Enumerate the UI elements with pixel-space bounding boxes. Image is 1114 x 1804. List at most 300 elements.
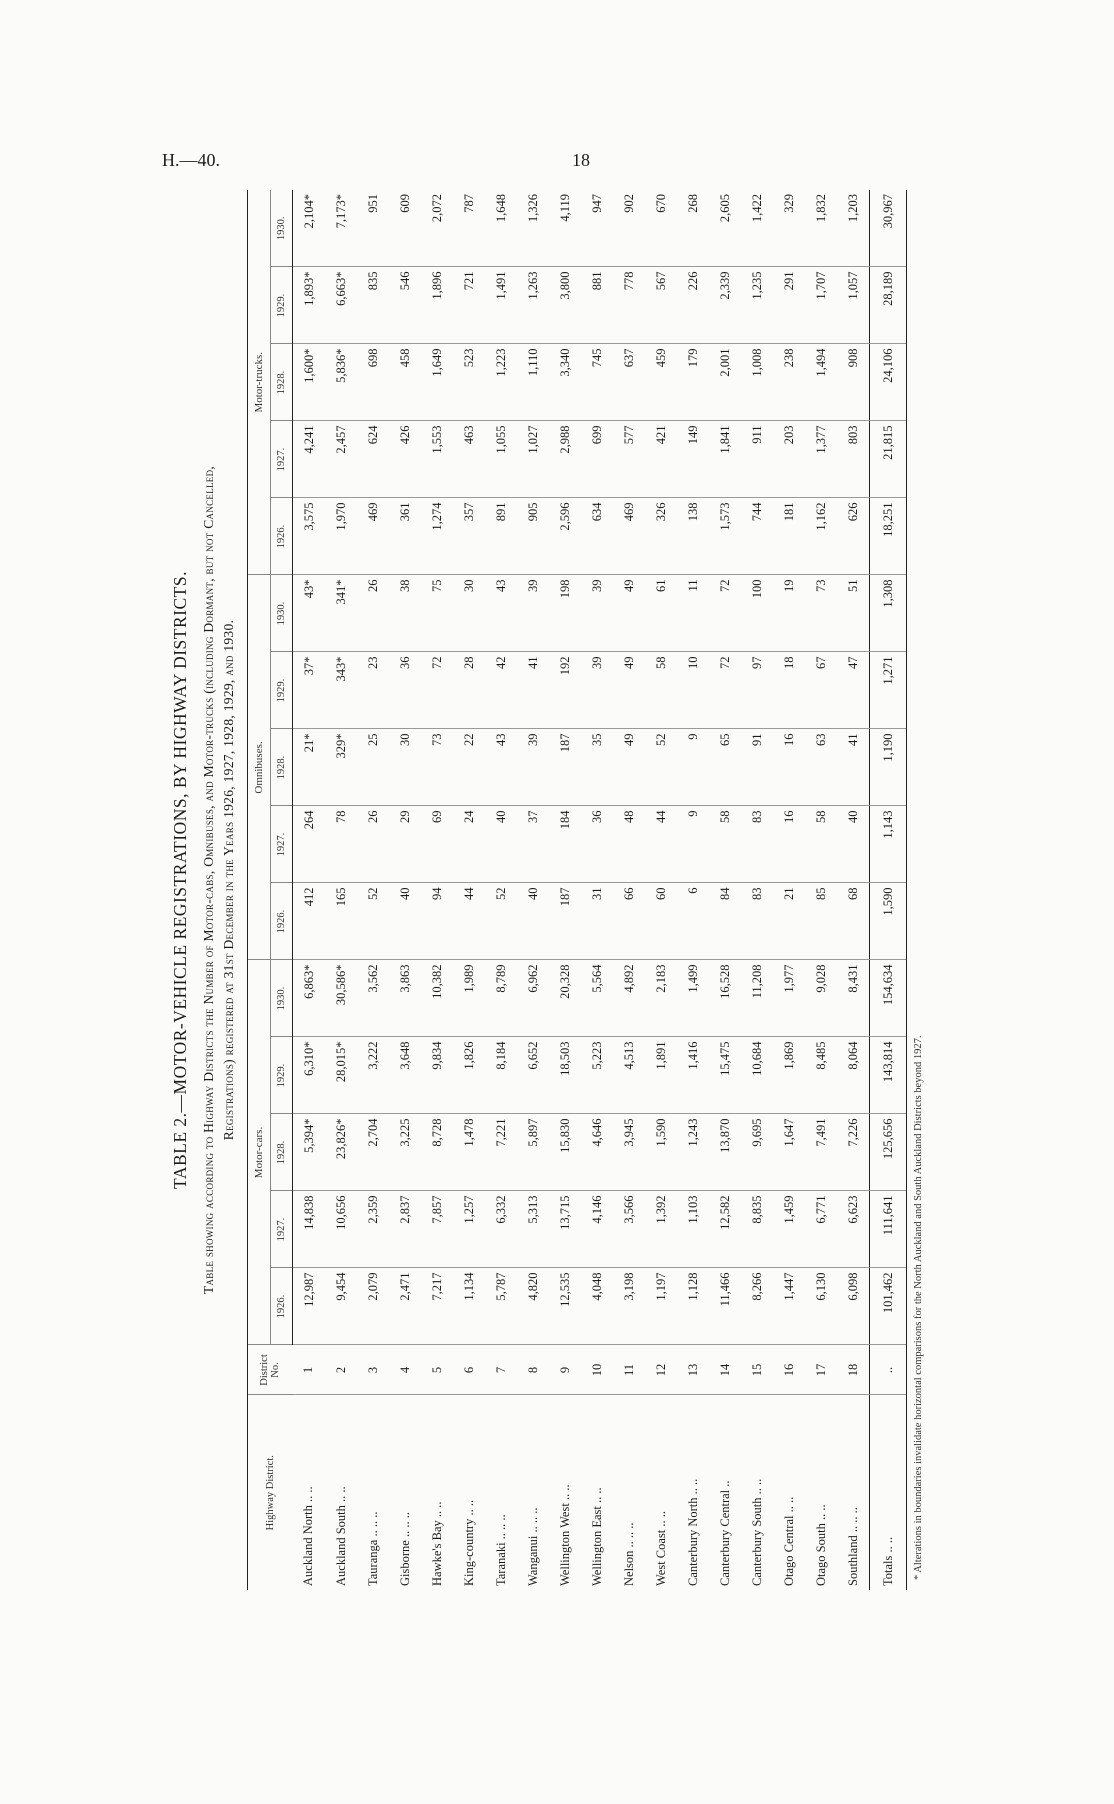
cell-buses: 36 bbox=[389, 652, 421, 729]
cell-trucks: 181 bbox=[773, 498, 805, 575]
cell-district-no: 11 bbox=[613, 1345, 645, 1395]
cell-buses: 37* bbox=[293, 652, 326, 729]
table-row bbox=[293, 190, 326, 1590]
cell-cars: 16,528 bbox=[709, 960, 741, 1037]
table-row bbox=[485, 190, 517, 1590]
cell-buses: 65 bbox=[709, 729, 741, 806]
cell-cars: 15,475 bbox=[709, 1037, 741, 1114]
cell-trucks: 787 bbox=[453, 190, 485, 267]
cell-cars: 1,590 bbox=[645, 1114, 677, 1191]
cell-buses: 94 bbox=[421, 883, 453, 960]
cell-district-no: 14 bbox=[709, 1345, 741, 1395]
header-year-trucks: 1929. bbox=[271, 267, 293, 344]
cell-cars: 3,566 bbox=[613, 1191, 645, 1268]
header-highway-district: Highway District. bbox=[248, 1395, 293, 1590]
cell-district-no: 17 bbox=[805, 1345, 837, 1395]
cell-buses: 40 bbox=[485, 806, 517, 883]
cell-district-no: .. bbox=[870, 1345, 907, 1395]
cell-trucks: 4,241 bbox=[293, 421, 326, 498]
cell-buses: 18 bbox=[773, 652, 805, 729]
cell-buses: 1,590 bbox=[870, 883, 907, 960]
cell-district-no: 16 bbox=[773, 1345, 805, 1395]
header-motor-cars: Motor-cars. bbox=[248, 960, 271, 1345]
cell-buses: 44 bbox=[453, 883, 485, 960]
cell-district: Totals .. .. bbox=[870, 1395, 907, 1590]
cell-buses: 26 bbox=[357, 806, 389, 883]
cell-district: Otago Central .. .. bbox=[781, 1496, 796, 1586]
cell-cars: 3,863 bbox=[389, 960, 421, 1037]
subtitle-line-1: Table showing according to Highway Districts the Number of Motor-cabs, Omnibuses, and Motor-trucks (including Dormant, but not Cancelled, bbox=[201, 465, 216, 1295]
cell-cars: 5,313 bbox=[517, 1191, 549, 1268]
cell-trucks: 1,494 bbox=[805, 344, 837, 421]
cell-trucks: 1,027 bbox=[517, 421, 549, 498]
header-year-trucks: 1930. bbox=[271, 190, 293, 267]
cell-buses: 412 bbox=[293, 883, 326, 960]
cell-trucks: 1,235 bbox=[741, 267, 773, 344]
cell-cars: 5,223 bbox=[581, 1037, 613, 1114]
cell-cars: 7,857 bbox=[421, 1191, 453, 1268]
cell-trucks: 2,605 bbox=[709, 190, 741, 267]
cell-cars: 12,987 bbox=[293, 1268, 326, 1345]
cell-buses: 73 bbox=[805, 575, 837, 652]
cell-trucks: 329 bbox=[773, 190, 805, 267]
cell-trucks: 881 bbox=[581, 267, 613, 344]
cell-cars: 15,830 bbox=[549, 1114, 581, 1191]
cell-trucks: 1,203 bbox=[837, 190, 870, 267]
cell-trucks: 1,162 bbox=[805, 498, 837, 575]
cell-cars: 10,684 bbox=[741, 1037, 773, 1114]
table-row bbox=[773, 190, 805, 1590]
cell-buses: 16 bbox=[773, 806, 805, 883]
cell-buses: 91 bbox=[741, 729, 773, 806]
cell-cars: 1,197 bbox=[645, 1268, 677, 1345]
cell-cars: 9,028 bbox=[805, 960, 837, 1037]
cell-buses: 1,308 bbox=[870, 575, 907, 652]
cell-buses: 72 bbox=[421, 652, 453, 729]
cell-district-no: 3 bbox=[357, 1345, 389, 1395]
cell-district: Canterbury Central .. bbox=[717, 1480, 732, 1586]
cell-cars: 11,466 bbox=[709, 1268, 741, 1345]
cell-district: Auckland North .. .. bbox=[301, 1486, 316, 1586]
cell-buses: 60 bbox=[645, 883, 677, 960]
cell-buses: 97 bbox=[741, 652, 773, 729]
header-year-trucks: 1928. bbox=[271, 344, 293, 421]
cell-buses: 40 bbox=[389, 883, 421, 960]
cell-cars: 4,513 bbox=[613, 1037, 645, 1114]
cell-district: Nelson .. .. .. bbox=[621, 1522, 636, 1586]
cell-buses: 6 bbox=[677, 883, 709, 960]
cell-district: Southland .. .. .. bbox=[845, 1507, 860, 1586]
cell-buses: 67 bbox=[805, 652, 837, 729]
cell-buses: 52 bbox=[485, 883, 517, 960]
cell-district: Wanganui .. .. .. bbox=[525, 1507, 540, 1586]
cell-trucks: 523 bbox=[453, 344, 485, 421]
cell-cars: 7,491 bbox=[805, 1114, 837, 1191]
cell-cars: 143,814 bbox=[870, 1037, 907, 1114]
cell-cars: 1,478 bbox=[453, 1114, 485, 1191]
cell-trucks: 421 bbox=[645, 421, 677, 498]
cell-district: Wellington East .. .. bbox=[589, 1487, 604, 1586]
cell-trucks: 463 bbox=[453, 421, 485, 498]
cell-buses: 69 bbox=[421, 806, 453, 883]
cell-cars: 1,103 bbox=[677, 1191, 709, 1268]
cell-trucks: 699 bbox=[581, 421, 613, 498]
cell-buses: 21* bbox=[293, 729, 326, 806]
cell-buses: 23 bbox=[357, 652, 389, 729]
cell-buses: 9 bbox=[677, 729, 709, 806]
cell-cars: 13,870 bbox=[709, 1114, 741, 1191]
cell-cars: 1,257 bbox=[453, 1191, 485, 1268]
header-year-buses: 1926. bbox=[271, 883, 293, 960]
cell-trucks: 291 bbox=[773, 267, 805, 344]
cell-district: Auckland South .. .. bbox=[333, 1486, 348, 1586]
cell-cars: 2,837 bbox=[389, 1191, 421, 1268]
cell-cars: 8,064 bbox=[837, 1037, 870, 1114]
cell-buses: 42 bbox=[485, 652, 517, 729]
header-year-cars: 1930. bbox=[271, 960, 293, 1037]
cell-trucks: 1,326 bbox=[517, 190, 549, 267]
cell-buses: 39 bbox=[581, 652, 613, 729]
cell-buses: 25 bbox=[357, 729, 389, 806]
cell-buses: 37 bbox=[517, 806, 549, 883]
cell-trucks: 1,553 bbox=[421, 421, 453, 498]
cell-trucks: 326 bbox=[645, 498, 677, 575]
cell-trucks: 567 bbox=[645, 267, 677, 344]
cell-trucks: 2,596 bbox=[549, 498, 581, 575]
cell-trucks: 778 bbox=[613, 267, 645, 344]
cell-buses: 22 bbox=[453, 729, 485, 806]
cell-cars: 18,503 bbox=[549, 1037, 581, 1114]
cell-district-no: 18 bbox=[837, 1345, 870, 1395]
cell-district-no: 4 bbox=[389, 1345, 421, 1395]
cell-cars: 125,656 bbox=[870, 1114, 907, 1191]
cell-buses: 84 bbox=[709, 883, 741, 960]
cell-buses: 39 bbox=[517, 575, 549, 652]
table-row bbox=[805, 190, 837, 1590]
cell-cars: 30,586* bbox=[325, 960, 357, 1037]
cell-trucks: 905 bbox=[517, 498, 549, 575]
table-row bbox=[421, 190, 453, 1590]
footnote: * Alterations in boundaries invalidate horizontal comparisons for the North Auckland and South Auckland Districts beyond 1927. bbox=[913, 1035, 924, 1580]
cell-district: West Coast .. .. bbox=[653, 1510, 668, 1586]
cell-cars: 12,582 bbox=[709, 1191, 741, 1268]
cell-cars: 1,499 bbox=[677, 960, 709, 1037]
cell-buses: 43 bbox=[485, 575, 517, 652]
cell-buses: 10 bbox=[677, 652, 709, 729]
cell-cars: 28,015* bbox=[325, 1037, 357, 1114]
cell-buses: 58 bbox=[709, 806, 741, 883]
cell-trucks: 951 bbox=[357, 190, 389, 267]
cell-trucks: 469 bbox=[613, 498, 645, 575]
table-subtitle bbox=[199, 170, 239, 1590]
cell-trucks: 3,340 bbox=[549, 344, 581, 421]
cell-district: King-country .. .. bbox=[461, 1499, 476, 1586]
cell-buses: 66 bbox=[613, 883, 645, 960]
cell-buses: 1,190 bbox=[870, 729, 907, 806]
cell-cars: 6,310* bbox=[293, 1037, 326, 1114]
cell-buses: 52 bbox=[357, 883, 389, 960]
cell-cars: 6,130 bbox=[805, 1268, 837, 1345]
cell-cars: 2,359 bbox=[357, 1191, 389, 1268]
cell-district: Gisborne .. .. .. bbox=[397, 1512, 412, 1586]
header-year-cars: 1928. bbox=[271, 1114, 293, 1191]
cell-trucks: 1,491 bbox=[485, 267, 517, 344]
page-number: 18 bbox=[572, 150, 590, 170]
cell-cars: 10,656 bbox=[325, 1191, 357, 1268]
header-year-buses: 1930. bbox=[271, 575, 293, 652]
cell-cars: 11,208 bbox=[741, 960, 773, 1037]
cell-cars: 6,962 bbox=[517, 960, 549, 1037]
cell-cars: 5,787 bbox=[485, 1268, 517, 1345]
cell-trucks: 577 bbox=[613, 421, 645, 498]
cell-trucks: 268 bbox=[677, 190, 709, 267]
header-year-buses: 1928. bbox=[271, 729, 293, 806]
cell-trucks: 609 bbox=[389, 190, 421, 267]
cell-district-no: 2 bbox=[325, 1345, 357, 1395]
header-year-cars: 1929. bbox=[271, 1037, 293, 1114]
cell-cars: 4,820 bbox=[517, 1268, 549, 1345]
cell-trucks: 902 bbox=[613, 190, 645, 267]
table-body bbox=[293, 190, 907, 1590]
cell-trucks: 2,104* bbox=[293, 190, 326, 267]
cell-cars: 5,564 bbox=[581, 960, 613, 1037]
cell-buses: 58 bbox=[805, 806, 837, 883]
cell-trucks: 138 bbox=[677, 498, 709, 575]
cell-trucks: 947 bbox=[581, 190, 613, 267]
table-row bbox=[549, 190, 581, 1590]
cell-cars: 1,243 bbox=[677, 1114, 709, 1191]
cell-buses: 341* bbox=[325, 575, 357, 652]
cell-buses: 58 bbox=[645, 652, 677, 729]
table-row bbox=[741, 190, 773, 1590]
cell-buses: 44 bbox=[645, 806, 677, 883]
cell-buses: 41 bbox=[517, 652, 549, 729]
cell-cars: 8,485 bbox=[805, 1037, 837, 1114]
cell-cars: 2,183 bbox=[645, 960, 677, 1037]
cell-trucks: 744 bbox=[741, 498, 773, 575]
cell-cars: 3,648 bbox=[389, 1037, 421, 1114]
cell-trucks: 18,251 bbox=[870, 498, 907, 575]
cell-trucks: 179 bbox=[677, 344, 709, 421]
table-row bbox=[389, 190, 421, 1590]
cell-buses: 40 bbox=[837, 806, 870, 883]
cell-trucks: 1,896 bbox=[421, 267, 453, 344]
cell-trucks: 1,377 bbox=[805, 421, 837, 498]
header-year-buses: 1927. bbox=[271, 806, 293, 883]
cell-trucks: 6,663* bbox=[325, 267, 357, 344]
cell-cars: 9,834 bbox=[421, 1037, 453, 1114]
table-row bbox=[581, 190, 613, 1590]
table-row bbox=[709, 190, 741, 1590]
cell-buses: 30 bbox=[453, 575, 485, 652]
table-title: TABLE 2.—MOTOR-VEHICLE REGISTRATIONS, BY HIGHWAY DISTRICTS. bbox=[170, 571, 190, 1189]
cell-cars: 4,048 bbox=[581, 1268, 613, 1345]
cell-cars: 1,134 bbox=[453, 1268, 485, 1345]
cell-cars: 4,646 bbox=[581, 1114, 613, 1191]
cell-district-no: 10 bbox=[581, 1345, 613, 1395]
cell-cars: 1,891 bbox=[645, 1037, 677, 1114]
cell-buses: 72 bbox=[709, 575, 741, 652]
cell-trucks: 1,707 bbox=[805, 267, 837, 344]
cell-cars: 3,198 bbox=[613, 1268, 645, 1345]
cell-cars: 1,128 bbox=[677, 1268, 709, 1345]
cell-cars: 1,869 bbox=[773, 1037, 805, 1114]
cell-trucks: 226 bbox=[677, 267, 709, 344]
cell-buses: 9 bbox=[677, 806, 709, 883]
cell-trucks: 908 bbox=[837, 344, 870, 421]
cell-trucks: 1,055 bbox=[485, 421, 517, 498]
header-district-no: District No. bbox=[248, 1345, 293, 1395]
cell-trucks: 30,967 bbox=[870, 190, 907, 267]
cell-buses: 21 bbox=[773, 883, 805, 960]
header-motor-trucks: Motor-trucks. bbox=[248, 190, 271, 575]
cell-trucks: 3,800 bbox=[549, 267, 581, 344]
cell-cars: 9,695 bbox=[741, 1114, 773, 1191]
cell-cars: 4,146 bbox=[581, 1191, 613, 1268]
cell-buses: 24 bbox=[453, 806, 485, 883]
cell-buses: 83 bbox=[741, 883, 773, 960]
cell-trucks: 624 bbox=[357, 421, 389, 498]
cell-buses: 85 bbox=[805, 883, 837, 960]
cell-trucks: 357 bbox=[453, 498, 485, 575]
cell-buses: 35 bbox=[581, 729, 613, 806]
cell-district: Wellington West .. .. bbox=[557, 1484, 572, 1586]
cell-cars: 6,771 bbox=[805, 1191, 837, 1268]
cell-cars: 1,826 bbox=[453, 1037, 485, 1114]
cell-trucks: 634 bbox=[581, 498, 613, 575]
cell-buses: 47 bbox=[837, 652, 870, 729]
cell-trucks: 1,008 bbox=[741, 344, 773, 421]
cell-cars: 3,945 bbox=[613, 1114, 645, 1191]
cell-cars: 3,562 bbox=[357, 960, 389, 1037]
cell-trucks: 911 bbox=[741, 421, 773, 498]
cell-buses: 43* bbox=[293, 575, 326, 652]
header-year-trucks: 1926. bbox=[271, 498, 293, 575]
cell-buses: 78 bbox=[325, 806, 357, 883]
cell-trucks: 1,970 bbox=[325, 498, 357, 575]
cell-district: Tauranga .. .. .. bbox=[365, 1511, 380, 1586]
cell-cars: 2,704 bbox=[357, 1114, 389, 1191]
cell-district: Hawke's Bay .. .. bbox=[429, 1501, 444, 1586]
cell-buses: 61 bbox=[645, 575, 677, 652]
cell-trucks: 546 bbox=[389, 267, 421, 344]
cell-cars: 5,897 bbox=[517, 1114, 549, 1191]
cell-trucks: 238 bbox=[773, 344, 805, 421]
table-row bbox=[453, 190, 485, 1590]
cell-buses: 39 bbox=[517, 729, 549, 806]
cell-district-no: 1 bbox=[293, 1345, 326, 1395]
cell-trucks: 7,173* bbox=[325, 190, 357, 267]
cell-buses: 31 bbox=[581, 883, 613, 960]
cell-cars: 6,863* bbox=[293, 960, 326, 1037]
cell-trucks: 745 bbox=[581, 344, 613, 421]
cell-trucks: 803 bbox=[837, 421, 870, 498]
cell-trucks: 1,422 bbox=[741, 190, 773, 267]
cell-trucks: 1,223 bbox=[485, 344, 517, 421]
cell-trucks: 426 bbox=[389, 421, 421, 498]
cell-trucks: 670 bbox=[645, 190, 677, 267]
cell-trucks: 1,832 bbox=[805, 190, 837, 267]
cell-cars: 1,647 bbox=[773, 1114, 805, 1191]
cell-buses: 48 bbox=[613, 806, 645, 883]
cell-buses: 38 bbox=[389, 575, 421, 652]
cell-cars: 9,454 bbox=[325, 1268, 357, 1345]
cell-district-no: 12 bbox=[645, 1345, 677, 1395]
cell-trucks: 637 bbox=[613, 344, 645, 421]
cell-cars: 8,728 bbox=[421, 1114, 453, 1191]
cell-trucks: 149 bbox=[677, 421, 709, 498]
cell-trucks: 4,119 bbox=[549, 190, 581, 267]
cell-buses: 29 bbox=[389, 806, 421, 883]
cell-trucks: 203 bbox=[773, 421, 805, 498]
cell-buses: 49 bbox=[613, 652, 645, 729]
rotated-table-page bbox=[170, 170, 965, 1590]
cell-buses: 49 bbox=[613, 575, 645, 652]
cell-buses: 19 bbox=[773, 575, 805, 652]
cell-district: Canterbury North .. .. bbox=[685, 1478, 700, 1586]
table-row bbox=[325, 190, 357, 1590]
cell-district-no: 9 bbox=[549, 1345, 581, 1395]
cell-district-no: 13 bbox=[677, 1345, 709, 1395]
cell-trucks: 458 bbox=[389, 344, 421, 421]
cell-cars: 6,098 bbox=[837, 1268, 870, 1345]
cell-cars: 13,715 bbox=[549, 1191, 581, 1268]
cell-cars: 6,652 bbox=[517, 1037, 549, 1114]
cell-trucks: 21,815 bbox=[870, 421, 907, 498]
cell-trucks: 1,600* bbox=[293, 344, 326, 421]
cell-cars: 8,266 bbox=[741, 1268, 773, 1345]
cell-cars: 10,382 bbox=[421, 960, 453, 1037]
cell-trucks: 469 bbox=[357, 498, 389, 575]
cell-buses: 52 bbox=[645, 729, 677, 806]
cell-trucks: 2,339 bbox=[709, 267, 741, 344]
cell-cars: 5,394* bbox=[293, 1114, 326, 1191]
cell-cars: 3,225 bbox=[389, 1114, 421, 1191]
cell-buses: 72 bbox=[709, 652, 741, 729]
header-year-buses: 1929. bbox=[271, 652, 293, 729]
cell-trucks: 698 bbox=[357, 344, 389, 421]
table-row bbox=[837, 190, 870, 1590]
header-omnibuses: Omnibuses. bbox=[248, 575, 271, 960]
cell-trucks: 361 bbox=[389, 498, 421, 575]
cell-district-no: 15 bbox=[741, 1345, 773, 1395]
subtitle-line-2: Registrations) registered at 31st December in the Years 1926, 1927, 1928, 1929, and 1930. bbox=[221, 619, 236, 1141]
cell-cars: 6,623 bbox=[837, 1191, 870, 1268]
cell-cars: 111,641 bbox=[870, 1191, 907, 1268]
cell-trucks: 721 bbox=[453, 267, 485, 344]
cell-trucks: 1,263 bbox=[517, 267, 549, 344]
cell-cars: 154,634 bbox=[870, 960, 907, 1037]
header-year-trucks: 1927. bbox=[271, 421, 293, 498]
cell-cars: 101,462 bbox=[870, 1268, 907, 1345]
cell-buses: 51 bbox=[837, 575, 870, 652]
cell-trucks: 2,457 bbox=[325, 421, 357, 498]
cell-trucks: 459 bbox=[645, 344, 677, 421]
cell-trucks: 835 bbox=[357, 267, 389, 344]
cell-cars: 23,826* bbox=[325, 1114, 357, 1191]
cell-buses: 264 bbox=[293, 806, 326, 883]
cell-cars: 1,459 bbox=[773, 1191, 805, 1268]
cell-trucks: 5,836* bbox=[325, 344, 357, 421]
table-row bbox=[357, 190, 389, 1590]
cell-buses: 16 bbox=[773, 729, 805, 806]
cell-buses: 41 bbox=[837, 729, 870, 806]
cell-buses: 43 bbox=[485, 729, 517, 806]
totals-row bbox=[870, 190, 907, 1590]
document-code: H.—40. bbox=[162, 150, 220, 170]
cell-buses: 30 bbox=[389, 729, 421, 806]
cell-cars: 1,447 bbox=[773, 1268, 805, 1345]
